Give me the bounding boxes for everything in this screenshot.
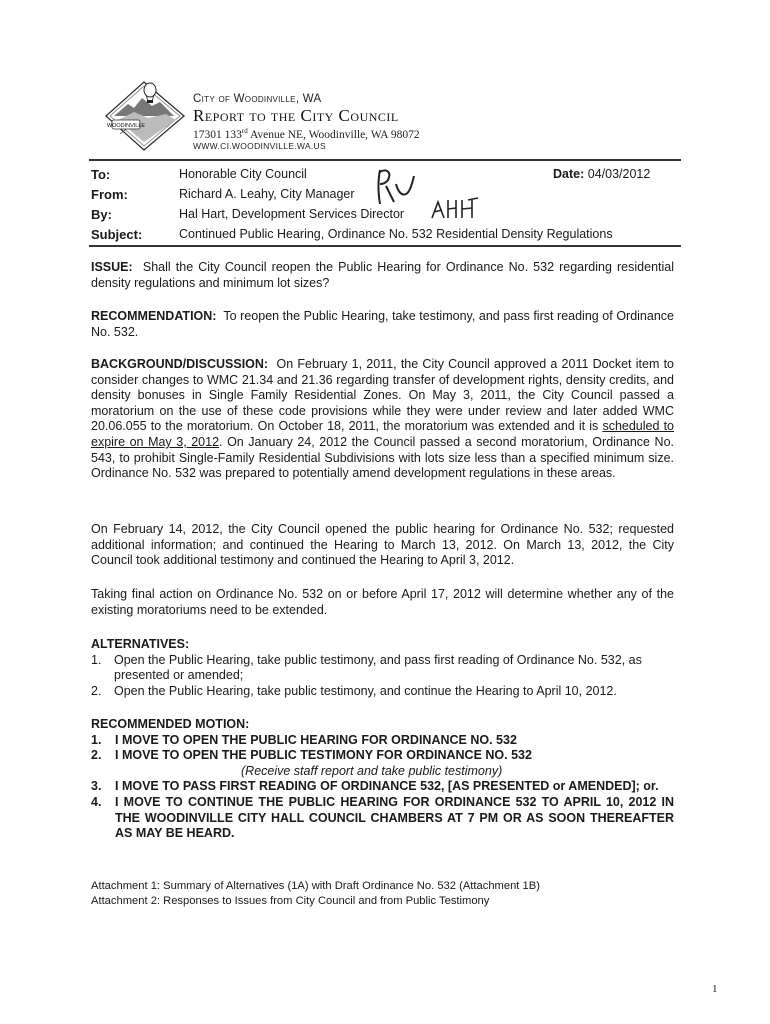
alternative-item: 1. Open the Public Hearing, take public testimony, and pass first reading of Ordinance No. 532, as presented or amended;: [91, 652, 642, 683]
background-text-2: . On January 24, 2012 the Council passed a second moratorium, Ordinance No. 543, to prohibit Single-Family Residential Subdivisions with lots size less than a specified minimum size. Ordinance No. 532 was prepared to potentially amend development regulations in these areas.: [91, 434, 674, 481]
motion-label: RECOMMENDED MOTION:: [91, 717, 250, 731]
alternatives-label: ALTERNATIVES:: [91, 637, 190, 651]
alternative-item: 2. Open the Public Hearing, take public testimony, and continue the Hearing to April 10, 2012.: [91, 683, 617, 698]
recommendation-label: RECOMMENDATION:: [91, 309, 217, 323]
letterhead-title: Report to the City Council: [193, 106, 399, 125]
issue-text: Shall the City Council reopen the Public Hearing for Ordinance No. 532 regarding residential density regulations and minimum lot sizes?: [91, 260, 674, 290]
background-label: BACKGROUND/DISCUSSION:: [91, 357, 269, 371]
recommended-motion-section: [91, 717, 674, 842]
by-label: By:: [91, 207, 112, 222]
date-field: Date: 04/03/2012: [553, 167, 651, 181]
alternatives-section: [91, 637, 674, 699]
letterhead-website: WWW.CI.WOODINVILLE.WA.US: [193, 141, 326, 151]
header-top-rule: [89, 159, 681, 161]
by-value: Hal Hart, Development Services Director: [179, 207, 405, 221]
attachment-item: Attachment 1: Summary of Alternatives (1A) with Draft Ordinance No. 532 (Attachment 1B): [91, 880, 540, 892]
page-number: 1: [712, 983, 718, 995]
city-logo: [100, 76, 188, 154]
motion-item: 4. I MOVE TO CONTINUE THE PUBLIC HEARING FOR ORDINANCE 532 TO APRIL 10, 2012 IN THE WOODINVILLE CITY HALL COUNCIL CHAMBERS AT 7 PM OR AS SOON THEREAFTER AS MAY BE HEARD.: [91, 794, 674, 841]
expiry-underlined: scheduled to expire on May 3, 2012: [91, 419, 674, 449]
letterhead-city: City of Woodinville, WA: [193, 93, 322, 105]
paragraph-final-action: Taking final action on Ordinance No. 532 on or before April 17, 2012 will determine whether any of the existing moratoriums need to be extended.: [91, 587, 674, 617]
to-value: Honorable City Council: [179, 167, 307, 181]
recommendation-text: To reopen the Public Hearing, take testimony, and pass first reading of Ordinance No. 532.: [91, 309, 674, 339]
director-initials: [428, 196, 480, 222]
from-label: From:: [91, 187, 128, 202]
letterhead-address: 17301 133rd Avenue NE, Woodinville, WA 98072: [193, 127, 420, 141]
motion-item: 3. I MOVE TO PASS FIRST READING OF ORDINANCE 532, [AS PRESENTED or AMENDED]; or.: [91, 779, 659, 794]
header-bottom-rule: [89, 245, 681, 247]
background-text-1: On February 1, 2011, the City Council approved a 2011 Docket item to consider changes to WMC 21.34 and 21.36 regarding transfer of development rights, density credits, and density bonuses in Single Family Residential Zones. On May 3, 2011, the City Council passed a moratorium on the use of these code provisions while they were under review and later added WMC 20.06.055 to the moratorium. On October 18, 2011, the moratorium was extended and it is: [91, 357, 674, 434]
logo-text: WOODINVILLE: [106, 123, 146, 129]
issue-label: ISSUE:: [91, 260, 133, 274]
recommendation-section: [91, 309, 674, 340]
subject-value: Continued Public Hearing, Ordinance No. 532 Residential Density Regulations: [179, 227, 613, 241]
from-value: Richard A. Leahy, City Manager: [179, 187, 355, 201]
city-manager-initials: [372, 166, 418, 210]
paragraph-hearing-history: On February 14, 2012, the City Council opened the public hearing for Ordinance No. 532; requested additional information; and continued the Hearing to March 13, 2012. On March 13, 2012, the City Council took additional testimony and continued the Hearing to April 3, 2012.: [91, 522, 674, 568]
attachment-item: Attachment 2: Responses to Issues from City Council and from Public Testimony: [91, 894, 490, 907]
motion-item: 1. I MOVE TO OPEN THE PUBLIC HEARING FOR ORDINANCE NO. 532: [91, 732, 517, 747]
subject-label: Subject:: [91, 227, 143, 242]
issue-section: [91, 260, 674, 291]
to-label: To:: [91, 167, 111, 182]
attachments-list: [91, 879, 540, 908]
motion-note: (Receive staff report and take public testimony): [241, 763, 503, 778]
background-section: [91, 357, 674, 482]
motion-item: 2. I MOVE TO OPEN THE PUBLIC TESTIMONY FOR ORDINANCE NO. 532: [91, 748, 532, 763]
